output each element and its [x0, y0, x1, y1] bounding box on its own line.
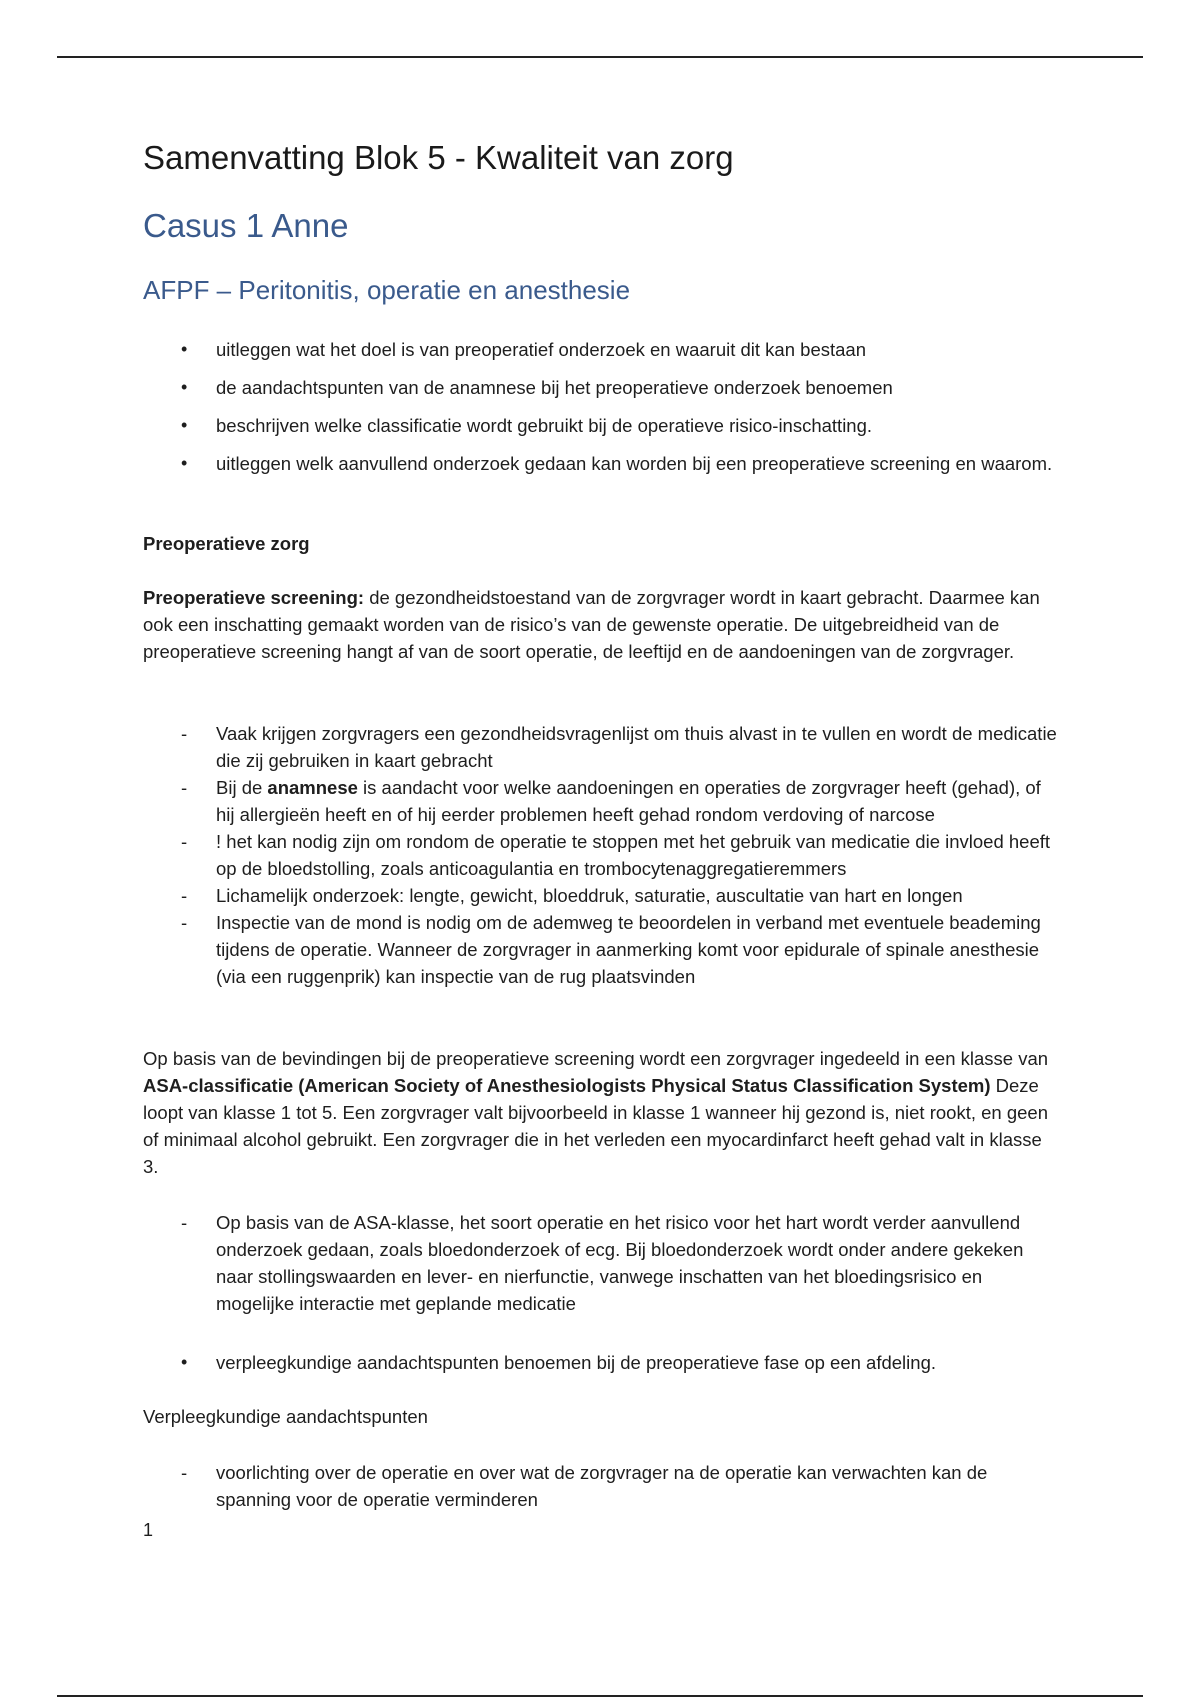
bullet-icon: • [181, 453, 188, 473]
heading-casus: Casus 1 Anne [143, 207, 349, 244]
bullet-icon: • [181, 415, 188, 435]
dash-icon: - [181, 885, 188, 906]
list-item: - Inspectie van de mond is nodig om de ademweg te beoordelen in verband met eventuele beademing tijdens de operatie. Wanneer de zorgvrager in aanmerking komt voor epidurale of spinale anesthesie (via een ruggenprik) kan inspectie van de rug plaatsvinden [143, 909, 1058, 990]
list-item: • de aandachtspunten van de anamnese bij het preoperatieve onderzoek benoemen [143, 374, 1058, 401]
list-item: • verpleegkundige aandachtspunten benoemen bij de preoperatieve fase op een afdeling. [143, 1349, 1058, 1376]
bullet-icon: • [181, 377, 188, 397]
list-item: - Lichamelijk onderzoek: lengte, gewicht, bloeddruk, saturatie, auscultatie van hart en longen [143, 882, 1058, 909]
list-item: • uitleggen wat het doel is van preoperatief onderzoek en waaruit dit kan bestaan [143, 336, 1058, 363]
list-item: - Vaak krijgen zorgvragers een gezondheidsvragenlijst om thuis alvast in te vullen en wordt de medicatie die zij gebruiken in kaart gebracht [143, 720, 1058, 774]
header-rule [57, 56, 1143, 58]
list-item: - Op basis van de ASA-klasse, het soort operatie en het risico voor het hart wordt verder aanvullend onderzoek gedaan, zoals bloedonderzoek of ecg. Bij bloedonderzoek wordt onder andere gekeken naar stollingswaarden en lever- en nierfunctie, vanwege inschatten van het bloedingsrisico en mogelijke interactie met geplande medicatie [143, 1209, 1058, 1317]
list-item: • beschrijven welke classificatie wordt gebruikt bij de operatieve risico-inschatting. [143, 412, 1058, 439]
dash-list-asa [143, 1209, 1058, 1317]
dash-list-nursing [143, 1459, 1058, 1513]
dash-list-screening [143, 720, 1058, 990]
paragraph-screening: Preoperatieve screening: de gezondheidstoestand van de zorgvrager wordt in kaart gebracht. Daarmee kan ook een inschatting gemaakt worden van de risico’s van de gewenste operatie. De uitgebreidheid van de preoperatieve screening hangt af van de soort operatie, de leeftijd en de aandoeningen van de zorgvrager. [143, 587, 1040, 662]
dash-icon: - [181, 1212, 188, 1233]
dash-icon: - [181, 912, 188, 933]
list-item: - Bij de anamnese is aandacht voor welke aandoeningen en operaties de zorgvrager heeft (gehad), of hij allergieën heeft en of hij eerder problemen heeft gehad rondom verdoving of narcose [143, 774, 1058, 828]
dash-icon: - [181, 831, 188, 852]
goal-nursing [143, 1349, 1058, 1376]
heading-afpf: AFPF – Peritonitis, operatie en anesthesie [143, 275, 631, 305]
section-title-verpleegkundige: Verpleegkundige aandachtspunten [143, 1406, 428, 1427]
list-item: - ! het kan nodig zijn om rondom de operatie te stoppen met het gebruik van medicatie die invloed heeft op de bloedstolling, zoals anticoagulantia en trombocytenaggregatieremmers [143, 828, 1058, 882]
bullet-icon: • [181, 1352, 188, 1372]
learning-goals [143, 336, 1058, 488]
dash-icon: - [181, 723, 188, 744]
bullet-icon: • [181, 339, 188, 359]
dash-icon: - [181, 1462, 188, 1483]
list-item: - voorlichting over de operatie en over wat de zorgvrager na de operatie kan verwachten kan de spanning voor de operatie verminderen [143, 1459, 1058, 1513]
section-title-preoperatieve-zorg: Preoperatieve zorg [143, 533, 310, 554]
document-title: Samenvatting Blok 5 - Kwaliteit van zorg [143, 139, 734, 176]
page-number: 1 [143, 1520, 154, 1540]
paragraph-asa: Op basis van de bevindingen bij de preoperatieve screening wordt een zorgvrager ingedeeld in een klasse van ASA-classificatie (American Society of Anesthesiologists Physical Status Classification System) Deze loopt van klasse 1 tot 5. Een zorgvrager valt bijvoorbeeld in klasse 1 wanneer hij gezond is, niet rookt, en geen of minimaal alcohol gebruikt. Een zorgvrager die in het verleden een myocardinfarct heeft gehad valt in klasse 3. [143, 1048, 1049, 1177]
dash-icon: - [181, 777, 188, 798]
list-item: • uitleggen welk aanvullend onderzoek gedaan kan worden bij een preoperatieve screening en waarom. [143, 450, 1058, 477]
footer-rule [57, 1695, 1143, 1697]
